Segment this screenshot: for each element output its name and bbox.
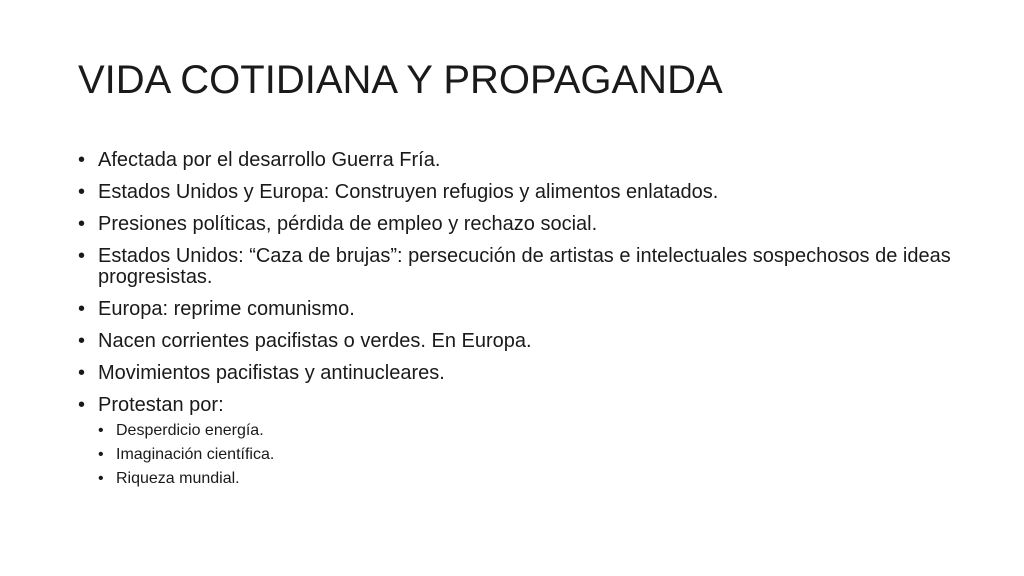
bullet-item: • Europa: reprime comunismo. <box>78 299 978 320</box>
sub-bullet-list <box>98 422 978 487</box>
bullet-item: • Estados Unidos y Europa: Construyen refugios y alimentos enlatados. <box>78 182 978 203</box>
bullet-item: • Nacen corrientes pacifistas o verdes. En Europa. <box>78 331 978 352</box>
slide-content <box>78 150 978 498</box>
bullet-item-label: Protestan por: <box>98 394 224 416</box>
bullet-item: • Presiones políticas, pérdida de empleo y rechazo social. <box>78 214 978 235</box>
bullet-item: • Afectada por el desarrollo Guerra Fría. <box>78 150 978 171</box>
bullet-list <box>78 150 978 487</box>
sub-bullet-item: • Imaginación científica. <box>98 446 978 463</box>
slide-title: VIDA COTIDIANA Y PROPAGANDA <box>78 58 723 102</box>
bullet-item-with-subitems <box>78 395 978 487</box>
bullet-item: • Movimientos pacifistas y antinucleares. <box>78 363 978 384</box>
sub-bullet-item: • Desperdicio energía. <box>98 422 978 439</box>
bullet-item: • Estados Unidos: “Caza de brujas”: persecución de artistas e intelectuales sospechosos de ideas progresistas. <box>78 246 978 288</box>
sub-bullet-item: • Riqueza mundial. <box>98 470 978 487</box>
